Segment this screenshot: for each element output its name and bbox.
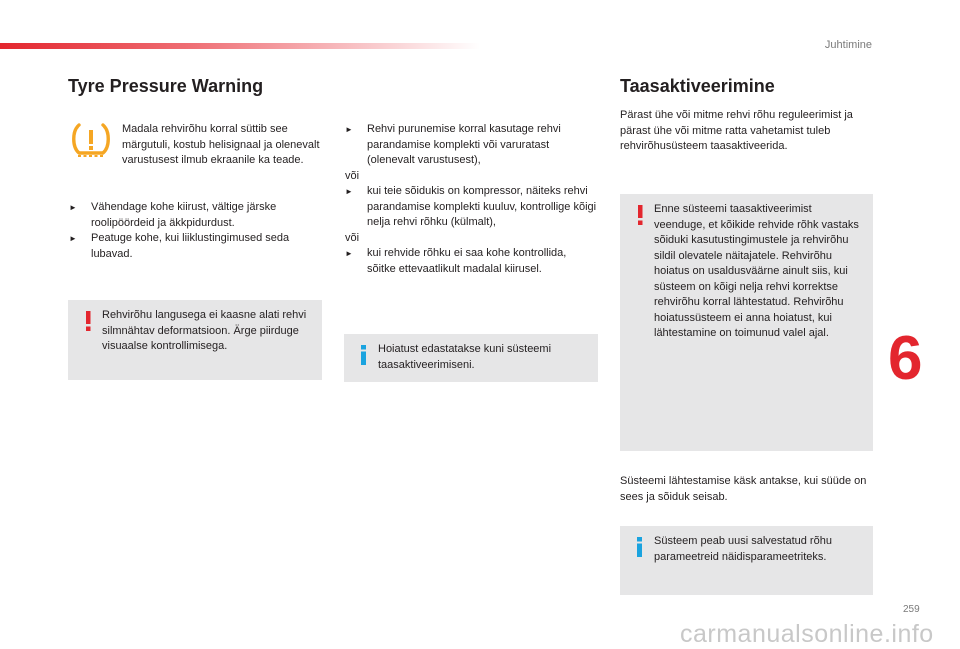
list-item: ► kui teie sõidukis on kompressor, näiteks rehvi parandamise komplekti kuuluv, kontrollige kõigi nelja rehvi rõhku (külmalt), [345,185,597,228]
exclamation-icon [632,204,648,226]
info-box-warning-duration: Hoiatust edastatakse kuni süsteemi taasaktiveerimiseni. [344,334,598,382]
arrow-bullet-icon: ► [69,203,77,212]
list-item: ► kui rehvide rõhku ei saa kohe kontrollida, sõitke ettevaatlikult madalal kiirusel. [345,247,567,275]
reactivation-intro: Pärast ühe või mitme rehvi rõhu reguleerimist ja pärast ühe või mitme ratta vahetamist tuleb rehvirõhusüsteem taasaktiveerida. [620,109,853,152]
middle-instructions [345,122,597,277]
chapter-title: Juhtimine [824,39,872,51]
footer-watermark: carmanualsonline.info [680,620,934,648]
list-item: ► Peatuge kohe, kui liiklustingimused seda lubavad. [69,232,290,260]
arrow-bullet-icon: ► [345,187,353,196]
list-item: ► Rehvi purunemise korral kasutage rehvi parandamise komplekti või varuratast (olenevalt varustusest), [345,123,561,166]
arrow-bullet-icon: ► [345,249,353,258]
left-bullet-list [69,200,319,262]
section-title-reactivation: Taasaktiveerimine [620,76,775,96]
info-icon [356,344,372,366]
arrow-bullet-icon: ► [69,234,77,243]
section-title-tyre-pressure: Tyre Pressure Warning [68,76,264,96]
warning-box-reactivation: Enne süsteemi taasaktiveerimist veenduge, et kõikide rehvide rõhk vastaks sõiduki kasutustingimustele ja rehvirõhu sildil olevatele näitajatele. Rehvirõhu hoiatus on usaldusväärne ainult siis, kui süsteem on kõigi nelja rehvi korrektse rehvirõhu korral lähtestatud. Rehvirõhu hoiatussüsteem ei anna hoiatust, kui lähtestamine on toimunud valel ajal. [620,194,873,451]
arrow-bullet-icon: ► [345,125,353,134]
warning-box-deformation: Rehvirõhu langusega ei kaasne alati rehvi silmnähtav deformatsioon. Ärge piirduge visuaalse kontrollimisega. [68,300,322,380]
page-number: 259 [903,604,920,615]
list-item: ► Vähendage kohe kiirust, vältige järske roolipöördeid ja äkkpidurdust. [69,201,277,229]
info-box-saved-parameters: Süsteem peab uusi salvestatud rõhu parameetreid näidisparameetriteks. [620,526,873,595]
or-separator: või [345,169,360,182]
or-separator: või [345,231,360,244]
reset-instruction: Süsteemi lähtestamise käsk antakse, kui süüde on sees ja sõiduk seisab. [620,475,867,503]
tyre-pressure-warning-icon [70,120,112,162]
header-accent-bar [0,43,480,49]
section-number: 6 [888,324,923,393]
info-icon [632,536,648,558]
warning-light-description: Madala rehvirõhu korral süttib see märgutuli, kostub helisignaal ja olenevalt varustusest ilmub ekraanile ka teade. [122,123,320,166]
exclamation-icon [80,310,96,332]
